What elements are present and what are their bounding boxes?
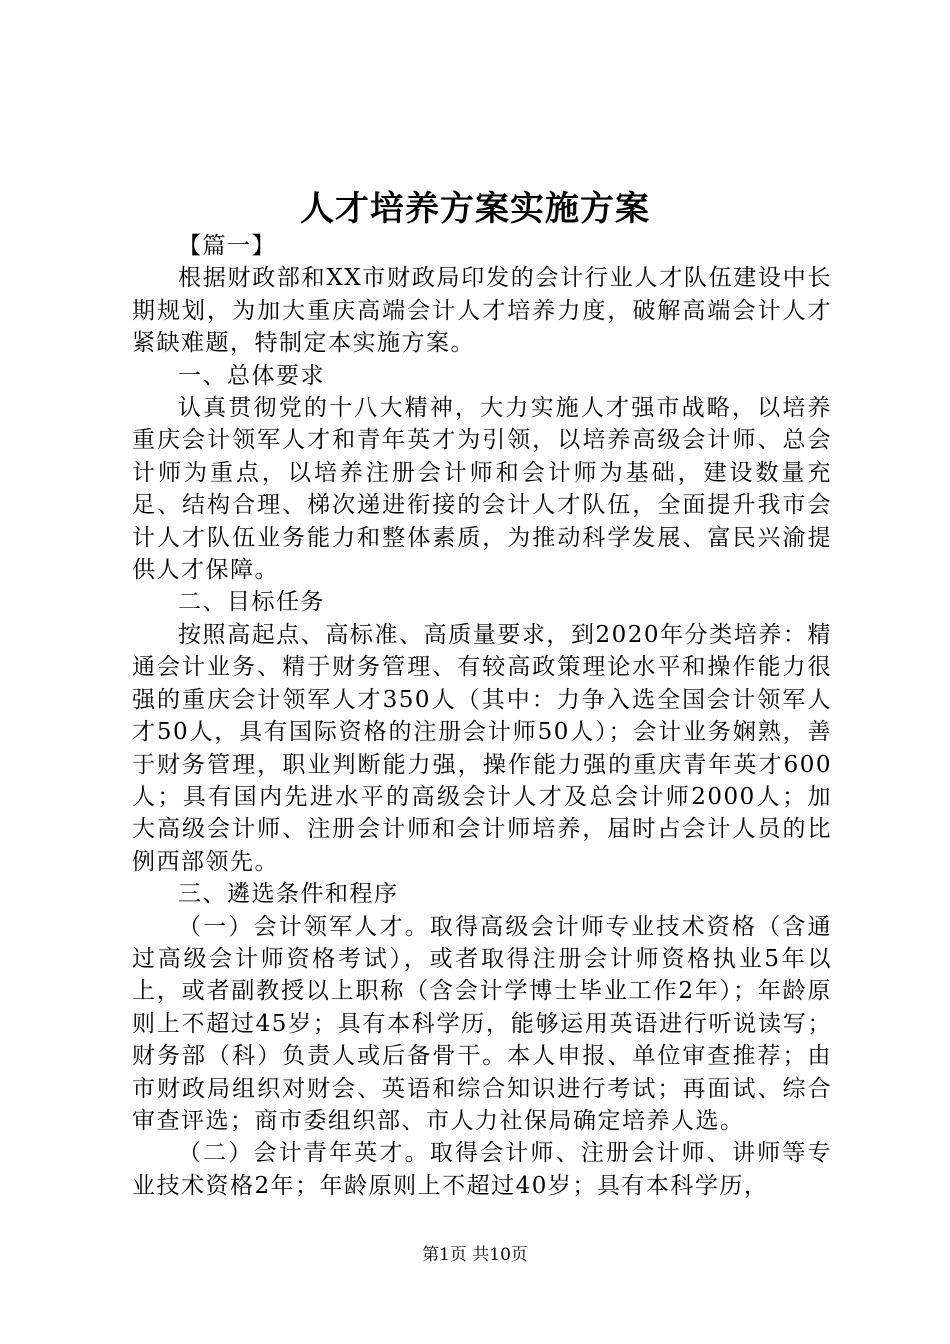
section-3-paragraph-1: （一）会计领军人才。取得高级会计师专业技术资格（含通过高级会计师资格考试），或者取得注册会计师资格执业5年以上，或者副教授以上职称（含会计学博士毕业工作2年）；年龄原则上不超过45岁；具有本科学历，能够运用英语进行听说读写；财务部（科）负责人或后备骨干。本人申报、单位审查推荐；由市财政局组织对财会、英语和综合知识进行考试；再面试、综合审查评选；商市委组织部、市人力社保局确定培养人选。 bbox=[132, 913, 832, 1134]
section-2-paragraph: 按照高起点、高标准、高质量要求，到2020年分类培养：精通会计业务、精于财务管理、有较高政策理论水平和操作能力很强的重庆会计领军人才350人（其中：力争入选全国会计领军人才50人，具有国际资格的注册会计师50人）；会计业务娴熟，善于财务管理，职业判断能力强，操作能力强的重庆青年英才600人；具有国内先进水平的高级会计人才及总会计师2000人；加大高级会计师、注册会计师和会计师培养，届时占会计人员的比例西部领先。 bbox=[132, 621, 832, 875]
page-footer: 第1页 共10页 bbox=[422, 1245, 528, 1265]
document-body bbox=[132, 230, 832, 1202]
section-heading-2: 二、目标任务 bbox=[178, 589, 325, 616]
section-heading-1: 一、总体要求 bbox=[178, 362, 325, 389]
section-tag: 【篇一】 bbox=[178, 233, 276, 259]
document-title: 人才培养方案实施方案 bbox=[300, 189, 650, 229]
section-heading-3: 三、遴选条件和程序 bbox=[178, 881, 399, 908]
section-1-paragraph: 认真贯彻党的十八大精神，大力实施人才强市战略，以培养重庆会计领军人才和青年英才为引领，以培养高级会计师、总会计师为重点，以培养注册会计师和会计师为基础，建设数量充足、结构合理、梯次递进衔接的会计人才队伍，全面提升我市会计人才队伍业务能力和整体素质，为推动科学发展、富民兴渝提供人才保障。 bbox=[132, 395, 832, 584]
intro-paragraph: 根据财政部和XX市财政局印发的会计行业人才队伍建设中长期规划，为加大重庆高端会计人才培养力度，破解高端会计人才紧缺难题，特制定本实施方案。 bbox=[132, 265, 832, 357]
section-3-paragraph-2: （二）会计青年英才。取得会计师、注册会计师、讲师等专业技术资格2年；年龄原则上不超过40岁；具有本科学历， bbox=[132, 1140, 832, 1199]
